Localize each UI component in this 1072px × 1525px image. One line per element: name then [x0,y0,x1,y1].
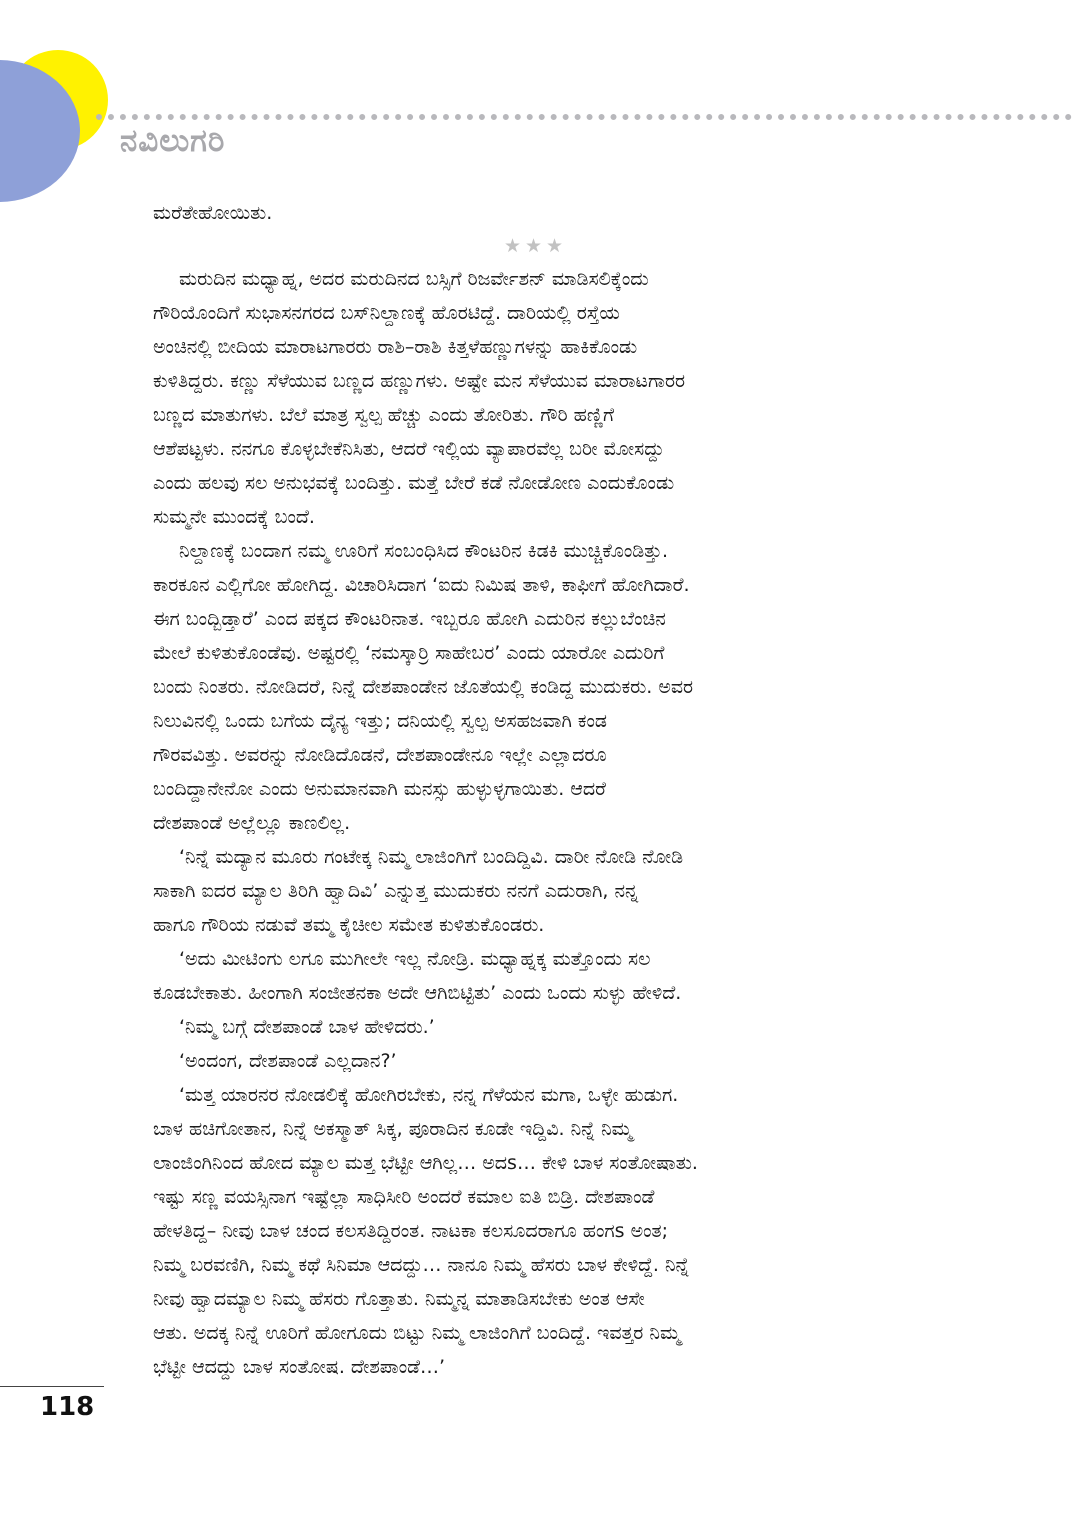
text-line: ಮರೆತೇಹೋಯಿತು. [153,202,273,224]
text-line: ಗೌರವವಿತ್ತು. ಅವರನ್ನು ನೋಡಿದೊಡನೆ, ದೇಶಪಾಂಡೇನೂ ಇಲ್ಲೇ ಎಲ್ಲಾದರೂ [153,744,607,766]
text-line: ಕೂಡಬೇಕಾತು. ಹೀಂಗಾಗಿ ಸಂಜೀತನಕಾ ಅದೇ ಆಗಿಬಿಟ್ಟಿತು’ ಎಂದು ಒಂದು ಸುಳ್ಳು ಹೇಳಿದೆ. [153,982,682,1004]
text-line: ಬಂದಿದ್ದಾನೇನೋ ಎಂದು ಅನುಮಾನವಾಗಿ ಮನಸ್ಸು ಹುಳ್ಳುಳ್ಳಗಾಯಿತು. ಆದರೆ [153,778,606,800]
text-line: ಬಂದು ನಿಂತರು. ನೋಡಿದರೆ, ನಿನ್ನೆ ದೇಶಪಾಂಡೇನ ಜೊತೆಯಲ್ಲಿ ಕಂಡಿದ್ದ ಮುದುಕರು. ಅವರ [153,676,694,698]
paragraph-first-line: ‘ಅಂದಂಗ, ದೇಶಪಾಂಡೆ ಎಲ್ಲದಾನ?’ [179,1050,397,1072]
text-line: ಲಾಂಜಿಂಗಿನಿಂದ ಹೋದ ಮ್ಯಾಲ ಮತ್ತ ಭೆಟ್ಟೀ ಆಗಿಲ್ಲ… ಅದs… ಕೇಳಿ ಬಾಳ ಸಂತೋಷಾತು. [153,1152,698,1174]
paragraph-first-line: ‘ಅದು ಮೀಟಿಂಗು ಲಗೂ ಮುಗೀಲೇ ಇಲ್ಲ ನೋಡ್ರಿ. ಮಧ್ಯಾಹ್ನಕ್ಕ ಮತ್ತೊಂದು ಸಲ [179,948,651,970]
text-line: ದೇಶಪಾಂಡೆ ಅಲ್ಲೆಲ್ಲೂ ಕಾಣಲಿಲ್ಲ. [153,812,351,834]
text-line: ಭೆಟ್ಟೀ ಆದದ್ದು ಬಾಳ ಸಂತೋಷ. ದೇಶಪಾಂಡೆ…’ [153,1356,446,1378]
text-line: ಅಂಚಿನಲ್ಲಿ ಬೀದಿಯ ಮಾರಾಟಗಾರರು ರಾಶಿ–ರಾಶಿ ಕಿತ್ತಳೆಹಣ್ಣುಗಳನ್ನು ಹಾಕಿಕೊಂಡು [153,336,638,358]
text-line: ಆತು. ಅದಕ್ಕ ನಿನ್ನೆ ಊರಿಗೆ ಹೋಗೂದು ಬಿಟ್ಟು ನಿಮ್ಮ ಲಾಜಿಂಗಿಗೆ ಬಂದಿದ್ದೆ. ಇವತ್ತರ ನಿಮ್ಮ [153,1322,681,1344]
paragraph-first-line: ‘ನಿಮ್ಮ ಬಗ್ಗೆ ದೇಶಪಾಂಡೆ ಬಾಳ ಹೇಳಿದರು.’ [179,1016,435,1038]
text-line: ಕುಳಿತಿದ್ದರು. ಕಣ್ಣು ಸೆಳೆಯುವ ಬಣ್ಣದ ಹಣ್ಣುಗಳು. ಅಷ್ಟೇ ಮನ ಸೆಳೆಯುವ ಮಾರಾಟಗಾರರ [153,370,686,392]
footer-rule [0,1386,104,1387]
text-line: ಆಶೆಪಟ್ಟಳು. ನನಗೂ ಕೊಳ್ಳಬೇಕೆನಿಸಿತು, ಆದರೆ ಇಲ್ಲಿಯ ವ್ಯಾಪಾರವೆಲ್ಲ ಬರೀ ಮೋಸದ್ದು [153,438,665,460]
text-line: ಇಷ್ಟು ಸಣ್ಣ ವಯಸ್ಸಿನಾಗ ಇಷ್ಟೆಲ್ಲಾ ಸಾಧಿಸೀರಿ ಅಂದರೆ ಕಮಾಲ ಐತಿ ಬಿಡ್ರಿ. ದೇಶಪಾಂಡೆ [153,1186,655,1208]
text-line: ಕಾರಕೂನ ಎಲ್ಲಿಗೋ ಹೋಗಿದ್ದ. ವಿಚಾರಿಸಿದಾಗ ‘ಐದು ನಿಮಿಷ ತಾಳಿ, ಕಾಫೀಗೆ ಹೋಗಿದಾರೆ. [153,574,690,596]
text-line: ಹೇಳತಿದ್ದ– ನೀವು ಬಾಳ ಚಂದ ಕಲಸತಿದ್ದಿರಂತ. ನಾಟಕಾ ಕಲಸೂದರಾಗೂ ಹಂಗs ಅಂತ; [153,1220,669,1242]
text-line: ಬಾಳ ಹಚಿಗೋತಾನ, ನಿನ್ನೆ ಅಕಸ್ಮಾತ್ ಸಿಕ್ಕ, ಪೂರಾದಿನ ಕೂಡೇ ಇದ್ದಿವಿ. ನಿನ್ನೆ ನಿಮ್ಮ [153,1118,633,1140]
text-line: ಗೌರಿಯೊಂದಿಗೆ ಸುಭಾಸನಗರದ ಬಸ್‌ನಿಲ್ದಾಣಕ್ಕೆ ಹೊರಟಿದ್ದೆ. ದಾರಿಯಲ್ಲಿ ರಸ್ತೆಯ [153,302,620,324]
paragraph-first-line: ‘ನಿನ್ನೆ ಮದ್ಯಾನ ಮೂರು ಗಂಟೇಕ್ಕ ನಿಮ್ಮ ಲಾಜಿಂಗಿಗೆ ಬಂದಿದ್ದಿವಿ. ದಾರೀ ನೋಡಿ ನೋಡಿ [179,846,684,868]
page-body-text [153,196,918,1384]
paragraph-first-line: ‘ಮತ್ತ ಯಾರನರ ನೋಡಲಿಕ್ಕೆ ಹೋಗಿರಬೇಕು, ನನ್ನ ಗೆಳೆಯನ ಮಗಾ, ಒಳ್ಳೇ ಹುಡುಗ. [179,1084,679,1106]
text-line: ಸಾಕಾಗಿ ಐದರ ಮ್ಯಾಲ ತಿರಿಗಿ ಹ್ವಾದಿವಿ’ ಎನ್ನುತ್ತ ಮುದುಕರು ನನಗೆ ಎದುರಾಗಿ, ನನ್ನ [153,880,639,902]
header-dotted-rule [96,114,1072,120]
paragraph-first-line: ಮರುದಿನ ಮಧ್ಯಾಹ್ನ, ಅದರ ಮರುದಿನದ ಬಸ್ಸಿಗೆ ರಿಜರ್ವೇಶನ್ ಮಾಡಿಸಲಿಕ್ಕೆಂದು [179,268,649,290]
text-line: ಸುಮ್ಮನೇ ಮುಂದಕ್ಕೆ ಬಂದೆ. [153,506,315,528]
text-line: ಎಂದು ಹಲವು ಸಲ ಅನುಭವಕ್ಕೆ ಬಂದಿತ್ತು. ಮತ್ತೆ ಬೇರೆ ಕಡೆ ನೋಡೋಣ ಎಂದುಕೊಂಡು [153,472,675,494]
text-line: ಮೇಲೆ ಕುಳಿತುಕೊಂಡೆವು. ಅಷ್ಟರಲ್ಲಿ ‘ನಮಸ್ಕಾರ್ರಿ ಸಾಹೇಬರ’ ಎಂದು ಯಾರೋ ಎದುರಿಗೆ [153,642,665,664]
text-line: ನಿಲುವಿನಲ್ಲಿ ಒಂದು ಬಗೆಯ ದೈನ್ಯ ಇತ್ತು; ದನಿಯಲ್ಲಿ ಸ್ವಲ್ಪ ಅಸಹಜವಾಗಿ ಕಂಡ [153,710,607,732]
text-line: ನೀವು ಹ್ವಾದಮ್ಯಾಲ ನಿಮ್ಮ ಹೆಸರು ಗೊತ್ತಾತು. ನಿಮ್ಮನ್ನ ಮಾತಾಡಿಸಬೇಕು ಅಂತ ಆಸೇ [153,1288,645,1310]
text-line: ಹಾಗೂ ಗೌರಿಯ ನಡುವೆ ತಮ್ಮ ಕೈಚೀಲ ಸಮೇತ ಕುಳಿತುಕೊಂಡರು. [153,914,545,936]
page-number: 118 [40,1392,95,1422]
running-header-title: ನವಿಲುಗರಿ [120,123,226,159]
section-break-stars: ★★★ [503,235,568,257]
text-line: ಬಣ್ಣದ ಮಾತುಗಳು. ಬೆಲೆ ಮಾತ್ರ ಸ್ವಲ್ಪ ಹೆಚ್ಚು ಎಂದು ತೋರಿತು. ಗೌರಿ ಹಣ್ಣಿಗೆ [153,404,615,426]
text-line: ನಿಮ್ಮ ಬರವಣಿಗಿ, ನಿಮ್ಮ ಕಥೆ ಸಿನಿಮಾ ಆದದ್ದು… ನಾನೂ ನಿಮ್ಮ ಹೆಸರು ಬಾಳ ಕೇಳಿದ್ದೆ. ನಿನ್ನೆ [153,1254,690,1276]
paragraph-first-line: ನಿಲ್ದಾಣಕ್ಕೆ ಬಂದಾಗ ನಮ್ಮ ಊರಿಗೆ ಸಂಬಂಧಿಸಿದ ಕೌಂಟರಿನ ಕಿಡಕಿ ಮುಚ್ಚಿಕೊಂಡಿತ್ತು. [179,540,669,562]
text-line: ಈಗ ಬಂದ್ಬಿಡ್ತಾರೆ’ ಎಂದ ಪಕ್ಕದ ಕೌಂಟರಿನಾತ. ಇಬ್ಬರೂ ಹೋಗಿ ಎದುರಿನ ಕಲ್ಲುಬೆಂಚಿನ [153,608,666,630]
